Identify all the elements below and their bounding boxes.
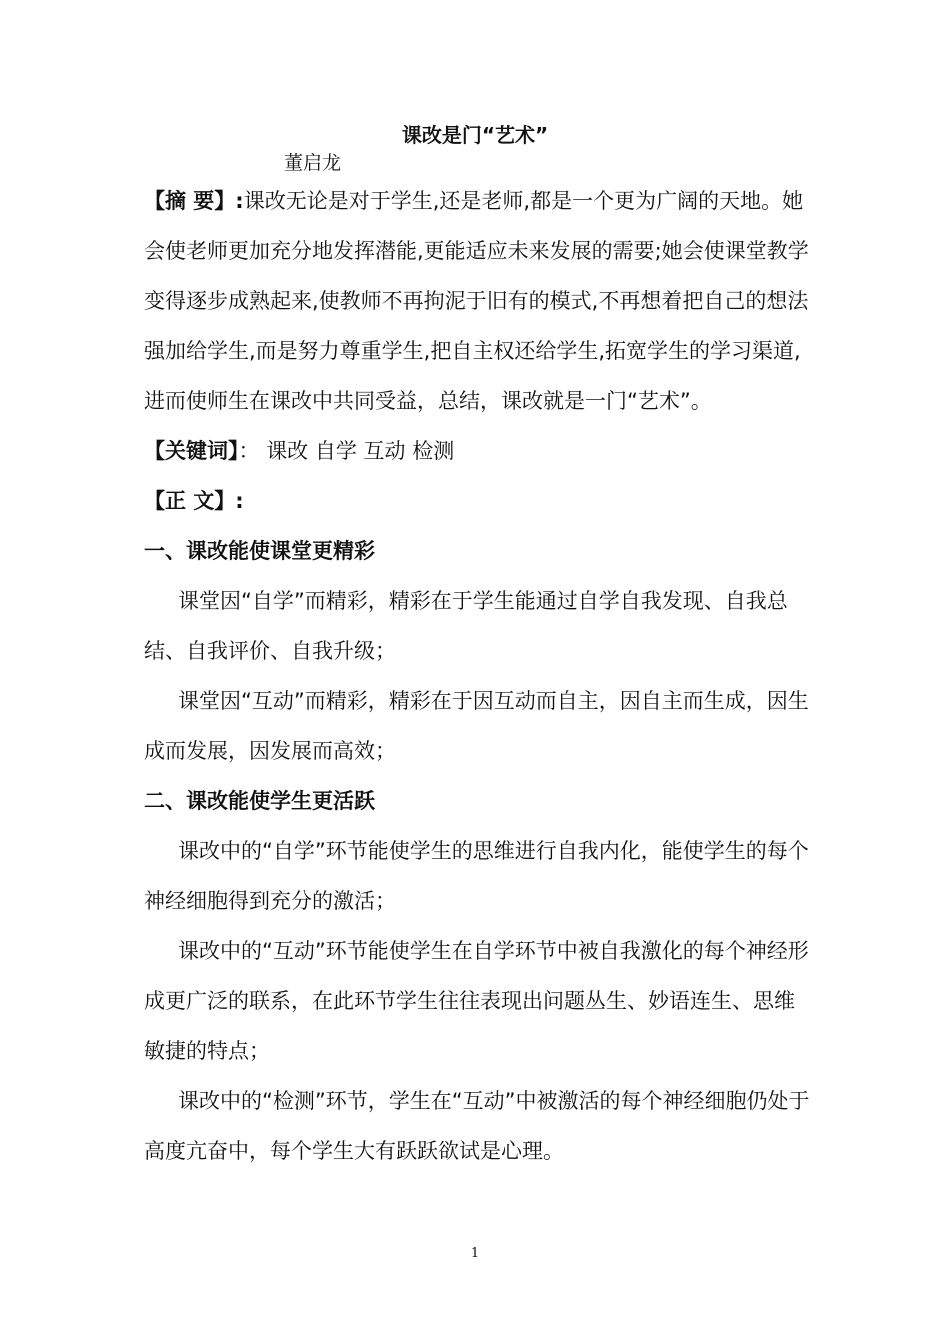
section-paragraph: 课堂因“自学”而精彩，精彩在于学生能通过自学自我发现、自我总结、自我评价、自我升级； [144, 589, 788, 663]
section-paragraph: 课改中的“自学”环节能使学生的思维进行自我内化，能使学生的每个神经细胞得到充分的激活； [144, 839, 809, 913]
abstract-paragraph [144, 176, 810, 426]
section-paragraph: 课改中的“检测”环节，学生在“互动”中被激活的每个神经细胞仍处于高度亢奋中，每个学生大有跃跃欲试是心理。 [144, 1089, 810, 1163]
body-label: 【正 文】: [144, 489, 244, 513]
keywords-label: 【关键词】 [144, 439, 239, 463]
section-paragraph: 课改中的“互动”环节能使学生在自学环节中被自我激化的每个神经形成更广泛的联系，在此环节学生往往表现出问题丛生、妙语连生、思维敏捷的特点； [144, 939, 809, 1063]
section-paragraph: 课堂因“互动”而精彩，精彩在于因互动而自主，因自主而生成，因生成而发展，因发展而高效； [144, 689, 809, 763]
author-name: 董启龙 [284, 152, 342, 174]
page-number: 1 [470, 1246, 480, 1261]
keywords-text: 课改 自学 互动 检测 [266, 439, 455, 463]
document-title: 课改是门“艺术” [401, 123, 549, 147]
section-heading: 二、课改能使学生更活跃 [144, 789, 375, 813]
abstract-text: 课改无论是对于学生,还是老师,都是一个更为广阔的天地。她会使老师更加充分地发挥潜能,更能适应未来发展的需要;她会使课堂教学变得逐步成熟起来,使教师不再拘泥于旧有的模式,不再想着把自己的想法强加给学生,而是努力尊重学生,把自主权还给学生,拓宽学生的学习渠道,进而使师生在课改中共同受益，总结，课改就是一门“艺术”。 [144, 189, 809, 413]
keywords-separator: ： [238, 439, 260, 463]
section-heading: 一、课改能使课堂更精彩 [144, 539, 375, 563]
document-body [144, 176, 810, 1176]
keywords-paragraph [144, 426, 810, 476]
abstract-label: 【摘 要】: [144, 189, 244, 213]
